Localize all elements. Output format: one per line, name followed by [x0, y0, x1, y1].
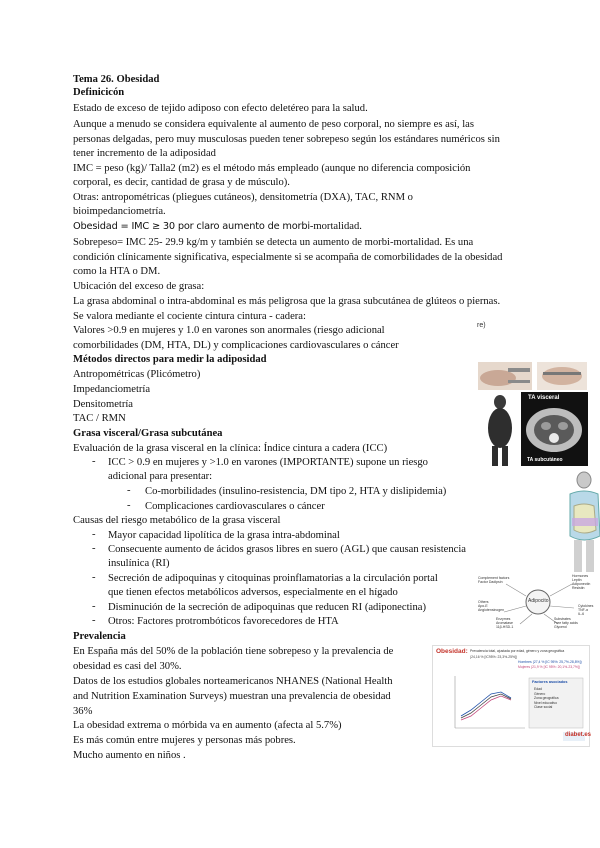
bullet-text: Mayor capacidad lipolítica de la grasa intra-abdominal	[108, 530, 340, 541]
caliper-photo-1-graphic	[478, 362, 532, 390]
list-item: TAC / RMN	[73, 413, 126, 424]
bullet-dash: -	[92, 529, 96, 540]
bullet-text: adicional para presentar:	[108, 471, 213, 482]
chart-note: Mujeres (21,9 % [IC 95%: 20,1%-23,7%])	[518, 665, 581, 669]
text-line: comorbilidades (DM, HTA, DL) y complicaciones cardiovasculares o cáncer	[73, 340, 399, 351]
bullet-dash: -	[92, 572, 96, 583]
caliper-photo-2-graphic	[537, 362, 587, 390]
ct-label-visceral: TA visceral	[528, 395, 560, 401]
text-line: and Nutrition Examination Surveys) muestran una prevalencia de obesidad	[73, 691, 391, 702]
bullet-dash: -	[92, 456, 96, 467]
bullet-dash: -	[92, 543, 96, 554]
diagram-label-enzymes: Enzymes Aromatase 11β-HSD-1	[496, 617, 514, 629]
text-line: corporal, es decir, cantidad de grasa y de músculo).	[73, 177, 290, 188]
chart-note: (24,16 % [IC95%: 23,3%-25%])	[470, 655, 518, 659]
text-line: Ubicación del exceso de grasa:	[73, 281, 205, 292]
text-line: Datos de los estudios globales norteamericanos NHANES (National Health	[73, 676, 393, 687]
body-model-figure	[556, 466, 600, 572]
diagram-label-hormones: Hormones Leptin Adiponectin Resistin	[572, 574, 591, 590]
text-line: Causas del riesgo metabólico de la grasa visceral	[73, 515, 281, 526]
figure-fragment-text: re)	[477, 322, 486, 329]
chart-note: Hombres (27,4 % [IC 95%: 25,7%-28,8%])	[518, 660, 582, 664]
text-line: Sobrepeso= IMC 25- 29.9 kg/m y también se detecta un aumento de morbi-mortalidad. Es una	[73, 237, 474, 248]
ct-label-subcutaneo: TA subcutáneo	[527, 457, 563, 463]
text-line: condición clínicamente significativa, especialmente si se acompaña de comorbilidades de la obesidad	[73, 252, 503, 263]
text-line: Estado de exceso de tejido adiposo con efecto deletéreo para la salud.	[73, 103, 368, 114]
adipocito-label: Adipocito	[528, 598, 549, 604]
sub-bullet-text: Complicaciones cardiovasculares o cáncer	[145, 501, 325, 512]
text-line: En España más del 50% de la población tiene sobrepeso y la prevalencia de	[73, 646, 394, 657]
diagram-label-cytokines: Cytokines TNF-α IL-6	[578, 604, 594, 616]
bullet-dash: -	[127, 500, 131, 511]
factor-item: Edad	[534, 687, 542, 691]
handwritten-note	[73, 220, 362, 233]
heading-definicion: Definicicón	[73, 87, 125, 98]
caliper-photo-1	[478, 362, 532, 390]
body-ct-graphic	[478, 392, 588, 466]
bullet-text: Disminución de la secreción de adipoquinas que reducen RI (adiponectina)	[108, 602, 426, 613]
diagram-label-complement: Complement factors Factor Dadipsin	[478, 576, 510, 584]
text-line: Mucho aumento en niños .	[73, 750, 186, 761]
list-item: Densitometría	[73, 399, 134, 410]
text-line: tener incremento de la adiposidad	[73, 148, 216, 159]
diagram-label-others: Others Apo-E Angiotensinogen	[478, 600, 505, 612]
text-line: La grasa abdominal o intra-abdominal es más peligrosa que la grasa subcutánea de glúteos o piernas.	[73, 296, 501, 307]
body-model-graphic	[556, 466, 600, 572]
text-line: Aunque a menudo se considera equivalente al aumento de peso corporal, no siempre es así, las	[73, 119, 474, 130]
list-item: Impedanciometría	[73, 384, 151, 395]
text-line: Evaluación de la grasa visceral en la clínica: Índice cintura a cadera (ICC)	[73, 443, 388, 454]
body-ct-figure	[478, 392, 588, 466]
text-line: Otras: antropométricas (pliegues cutáneos), densitometría (DXA), TAC, RNM o	[73, 192, 413, 203]
heading-grasa: Grasa visceral/Grasa subcutánea	[73, 428, 223, 439]
caliper-photo-2	[537, 362, 587, 390]
text-line: obesidad es casi del 30%.	[73, 661, 182, 672]
chart-subtitle: Prevalencia total, ajustada por edad, género y zona geográfica	[470, 649, 565, 653]
text-line: IMC = peso (kg)/ Talla2 (m2) es el método más empleado (aunque no diferencia composición	[73, 163, 471, 174]
handwritten-text: Obesidad = IMC ≥ 30 por claro aumento de morbi	[73, 221, 310, 232]
factors-title: Factores asociados	[532, 680, 568, 684]
bullet-text: Otros: Factores protrombóticos favorecedores de HTA	[108, 616, 339, 627]
heading-prevalencia: Prevalencia	[73, 631, 126, 642]
bullet-dash: -	[127, 485, 131, 496]
sub-bullet-text: Co-morbilidades (insulino-resistencia, DM tipo 2, HTA y dislipidemia)	[145, 486, 447, 497]
bullet-text: ICC > 0.9 en mujeres y >1.0 en varones (IMPORTANTE) supone un riesgo	[108, 457, 428, 468]
text-line: 36%	[73, 706, 93, 717]
factor-item: Nivel educativo	[534, 700, 557, 705]
bullet-text: que tienen efectos metabólicos adversos, especialmente en el hígado	[108, 587, 398, 598]
text-line: Se valora mediante el cociente cintura cintura - cadera:	[73, 311, 306, 322]
bullet-text: Consecuente aumento de ácidos grasos libres en suero (AGL) que causan resistencia	[108, 544, 467, 555]
factor-item: Clase social	[534, 705, 553, 709]
page-title: Tema 26. Obesidad	[73, 74, 160, 85]
text-line: Es más común entre mujeres y personas más pobres.	[73, 735, 296, 746]
list-item: Antropométricas (Plicómetro)	[73, 369, 201, 380]
brand-logo: diabet.es	[565, 732, 592, 738]
bullet-dash: -	[92, 615, 96, 626]
bullet-text: Secreción de adipoquinas y citoquinas proinflamatorias a la circulación portal	[108, 573, 438, 584]
factor-item: Zona geográfica	[534, 696, 559, 700]
diagram-label-substrates: Substrates Free fatty acids Glycerol	[554, 617, 578, 629]
factor-item: Género	[534, 691, 546, 696]
bullet-text: insulínica (RI)	[108, 558, 170, 569]
bullet-dash: -	[92, 601, 96, 612]
chart-title: Obesidad:	[436, 648, 468, 655]
text-line: bioimpedanciometría.	[73, 206, 166, 217]
factors-list	[534, 687, 559, 710]
handwritten-tail: -mortalidad.	[309, 221, 362, 232]
text-line: Valores >0.9 en mujeres y 1.0 en varones son anormales (riesgo adicional	[73, 325, 385, 336]
heading-metodos: Métodos directos para medir la adiposidad	[73, 354, 267, 365]
text-line: personas delgadas, pero muy musculosas pueden tener sobrepeso según los estándares numéricos sin	[73, 134, 500, 145]
text-line: como la HTA o DM.	[73, 266, 161, 277]
text-line: La obesidad extrema o mórbida va en aumento (afecta al 5.7%)	[73, 720, 342, 731]
